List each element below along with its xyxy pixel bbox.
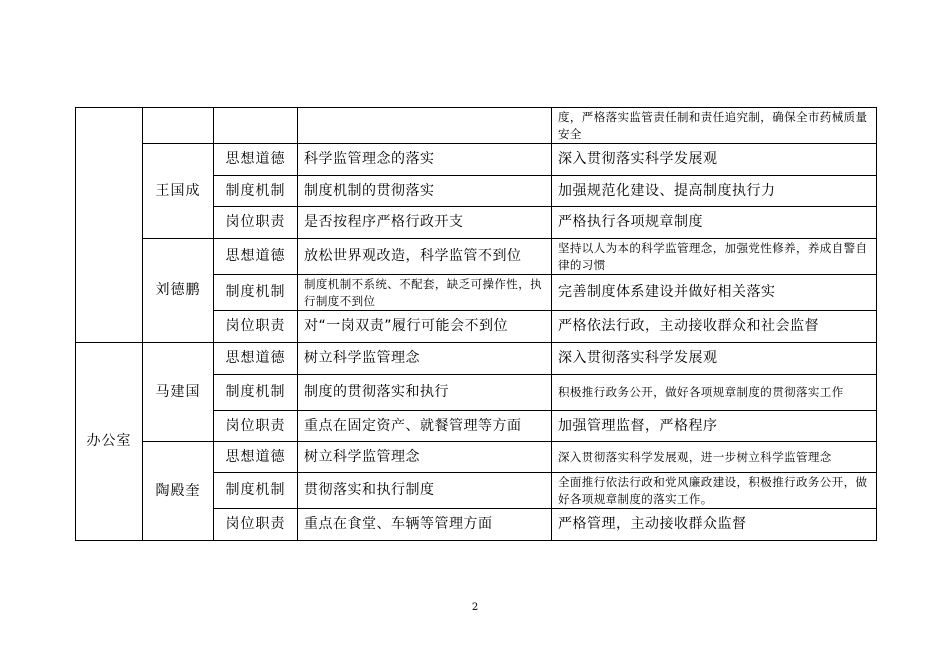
measure-cell: 全面推行依法行政和党风廉政建设，积极推行政务公开，做好各项规章制度的落实工作。 [552, 473, 877, 509]
person-name: 马建国 [143, 343, 214, 442]
category-cell: 制度机制 [214, 375, 298, 411]
category-cell: 岗位职责 [214, 207, 298, 239]
risk-cell: 制度机制不系统、不配套，缺乏可操作性，执行制度不到位 [298, 275, 552, 311]
table-row [76, 239, 877, 275]
risk-cell: 重点在食堂、车辆等管理方面 [298, 509, 552, 541]
measure-cell: 加强管理监督，严格程序 [552, 411, 877, 442]
measure-cell: 完善制度体系建设并做好相关落实 [552, 275, 877, 311]
risk-cell: 对“一岗双责”履行可能会不到位 [298, 311, 552, 343]
measure-cell: 积极推行政务公开，做好各项规章制度的贯彻落实工作 [552, 375, 877, 411]
risk-cell: 科学监管理念的落实 [298, 144, 552, 176]
category-cell: 思想道德 [214, 239, 298, 275]
category-cell-continued [214, 108, 298, 144]
category-cell: 制度机制 [214, 176, 298, 207]
measure-cell: 严格依法行政，主动接收群众和社会监督 [552, 311, 877, 343]
dept-cell-continued [76, 108, 143, 343]
risk-cell: 放松世界观改造，科学监管不到位 [298, 239, 552, 275]
measure-cell: 深入贯彻落实科学发展观 [552, 343, 877, 375]
measure-cell: 加强规范化建设、提高制度执行力 [552, 176, 877, 207]
page-number: 2 [471, 602, 479, 613]
risk-cell: 重点在固定资产、就餐管理等方面 [298, 411, 552, 442]
person-cell-continued [143, 108, 214, 144]
risk-cell: 树立科学监管理念 [298, 343, 552, 375]
category-cell: 思想道德 [214, 343, 298, 375]
risk-cell: 是否按程序严格行政开支 [298, 207, 552, 239]
measure-cell: 严格执行各项规章制度 [552, 207, 877, 239]
risk-cell: 贯彻落实和执行制度 [298, 473, 552, 509]
measure-cell: 度，严格落实监管责任制和责任追究制，确保全市药械质量安全 [552, 108, 877, 144]
category-cell: 岗位职责 [214, 411, 298, 442]
risk-cell: 树立科学监管理念 [298, 442, 552, 473]
category-cell: 岗位职责 [214, 509, 298, 541]
person-name: 王国成 [143, 144, 214, 239]
table-row [76, 343, 877, 375]
table-row [76, 108, 877, 144]
measure-cell: 深入贯彻落实科学发展观 [552, 144, 877, 176]
category-cell: 制度机制 [214, 473, 298, 509]
table-row [76, 144, 877, 176]
category-cell: 制度机制 [214, 275, 298, 311]
department-name: 办公室 [76, 343, 143, 541]
measure-cell: 深入贯彻落实科学发展观，进一步树立科学监管理念 [552, 442, 877, 473]
person-name: 刘德鹏 [143, 239, 214, 343]
risk-cell: 制度机制的贯彻落实 [298, 176, 552, 207]
risk-cell: 制度的贯彻落实和执行 [298, 375, 552, 411]
category-cell: 岗位职责 [214, 311, 298, 343]
category-cell: 思想道德 [214, 442, 298, 473]
table-row [76, 442, 877, 473]
risk-table [75, 107, 877, 541]
measure-cell: 严格管理，主动接收群众监督 [552, 509, 877, 541]
risk-cell-continued [298, 108, 552, 144]
measure-cell: 坚持以人为本的科学监管理念，加强党性修养，养成自警自律的习惯 [552, 239, 877, 275]
category-cell: 思想道德 [214, 144, 298, 176]
person-name: 陶殿奎 [143, 442, 214, 541]
